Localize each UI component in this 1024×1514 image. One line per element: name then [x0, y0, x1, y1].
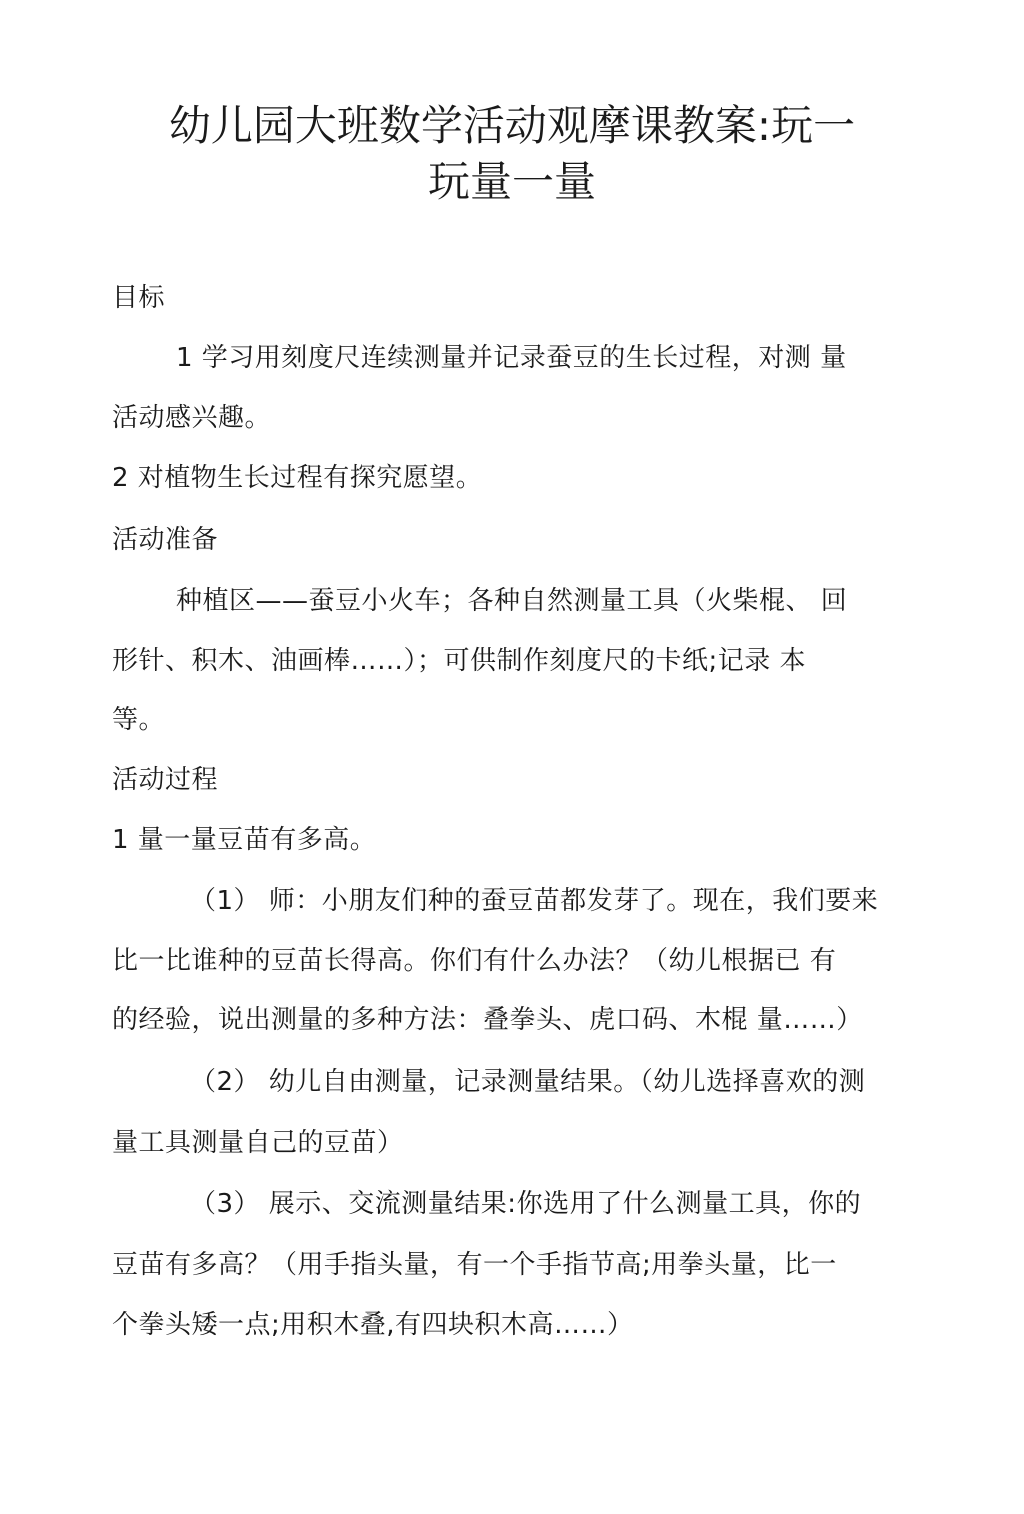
paragraph-line: 形针、积木、油画棒……）；可供制作刻度尺的卡纸;记录 本	[112, 646, 807, 676]
document-title-line-1: 幼儿园大班数学活动观摩课教案:玩一	[168, 101, 856, 150]
paragraph-line: 豆苗有多高？（用手指头量，有一个手指节高;用拳头量，比一	[112, 1250, 837, 1280]
paragraph-line: 种植区——蚕豆小火车；各种自然测量工具（火柴棍、 回	[176, 586, 848, 616]
paragraph-line: 的经验，说出测量的多种方法：叠拳头、虎口码、木棍 量……）	[112, 1005, 863, 1035]
paragraph-line: （1） 师：小朋友们种的蚕豆苗都发芽了。现在，我们要来	[190, 886, 879, 916]
section-heading-process: 活动过程	[112, 765, 219, 795]
paragraph-line: 活动感兴趣。	[112, 403, 272, 433]
paragraph-line: 量工具测量自己的豆苗）	[112, 1128, 404, 1158]
paragraph-line: 比一比谁种的豆苗长得高。你们有什么办法？（幼儿根据已 有	[112, 946, 837, 976]
paragraph-line: （3） 展示、交流测量结果:你选用了什么测量工具，你的	[190, 1189, 862, 1219]
document-title-line-2: 玩量一量	[427, 157, 596, 206]
paragraph-line: 2 对植物生长过程有探究愿望。	[112, 463, 483, 493]
paragraph-line: 个拳头矮一点;用积木叠,有四块积木高……）	[112, 1310, 634, 1340]
paragraph-line: 1 学习用刻度尺连续测量并记录蚕豆的生长过程，对测 量	[176, 343, 847, 373]
paragraph-line: 等。	[112, 705, 166, 735]
section-heading-goals: 目标	[112, 283, 166, 313]
paragraph-line: 1 量一量豆苗有多高。	[112, 825, 377, 855]
section-heading-preparation: 活动准备	[112, 525, 219, 555]
paragraph-line: （2） 幼儿自由测量，记录测量结果。（幼儿选择喜欢的测	[190, 1067, 866, 1097]
